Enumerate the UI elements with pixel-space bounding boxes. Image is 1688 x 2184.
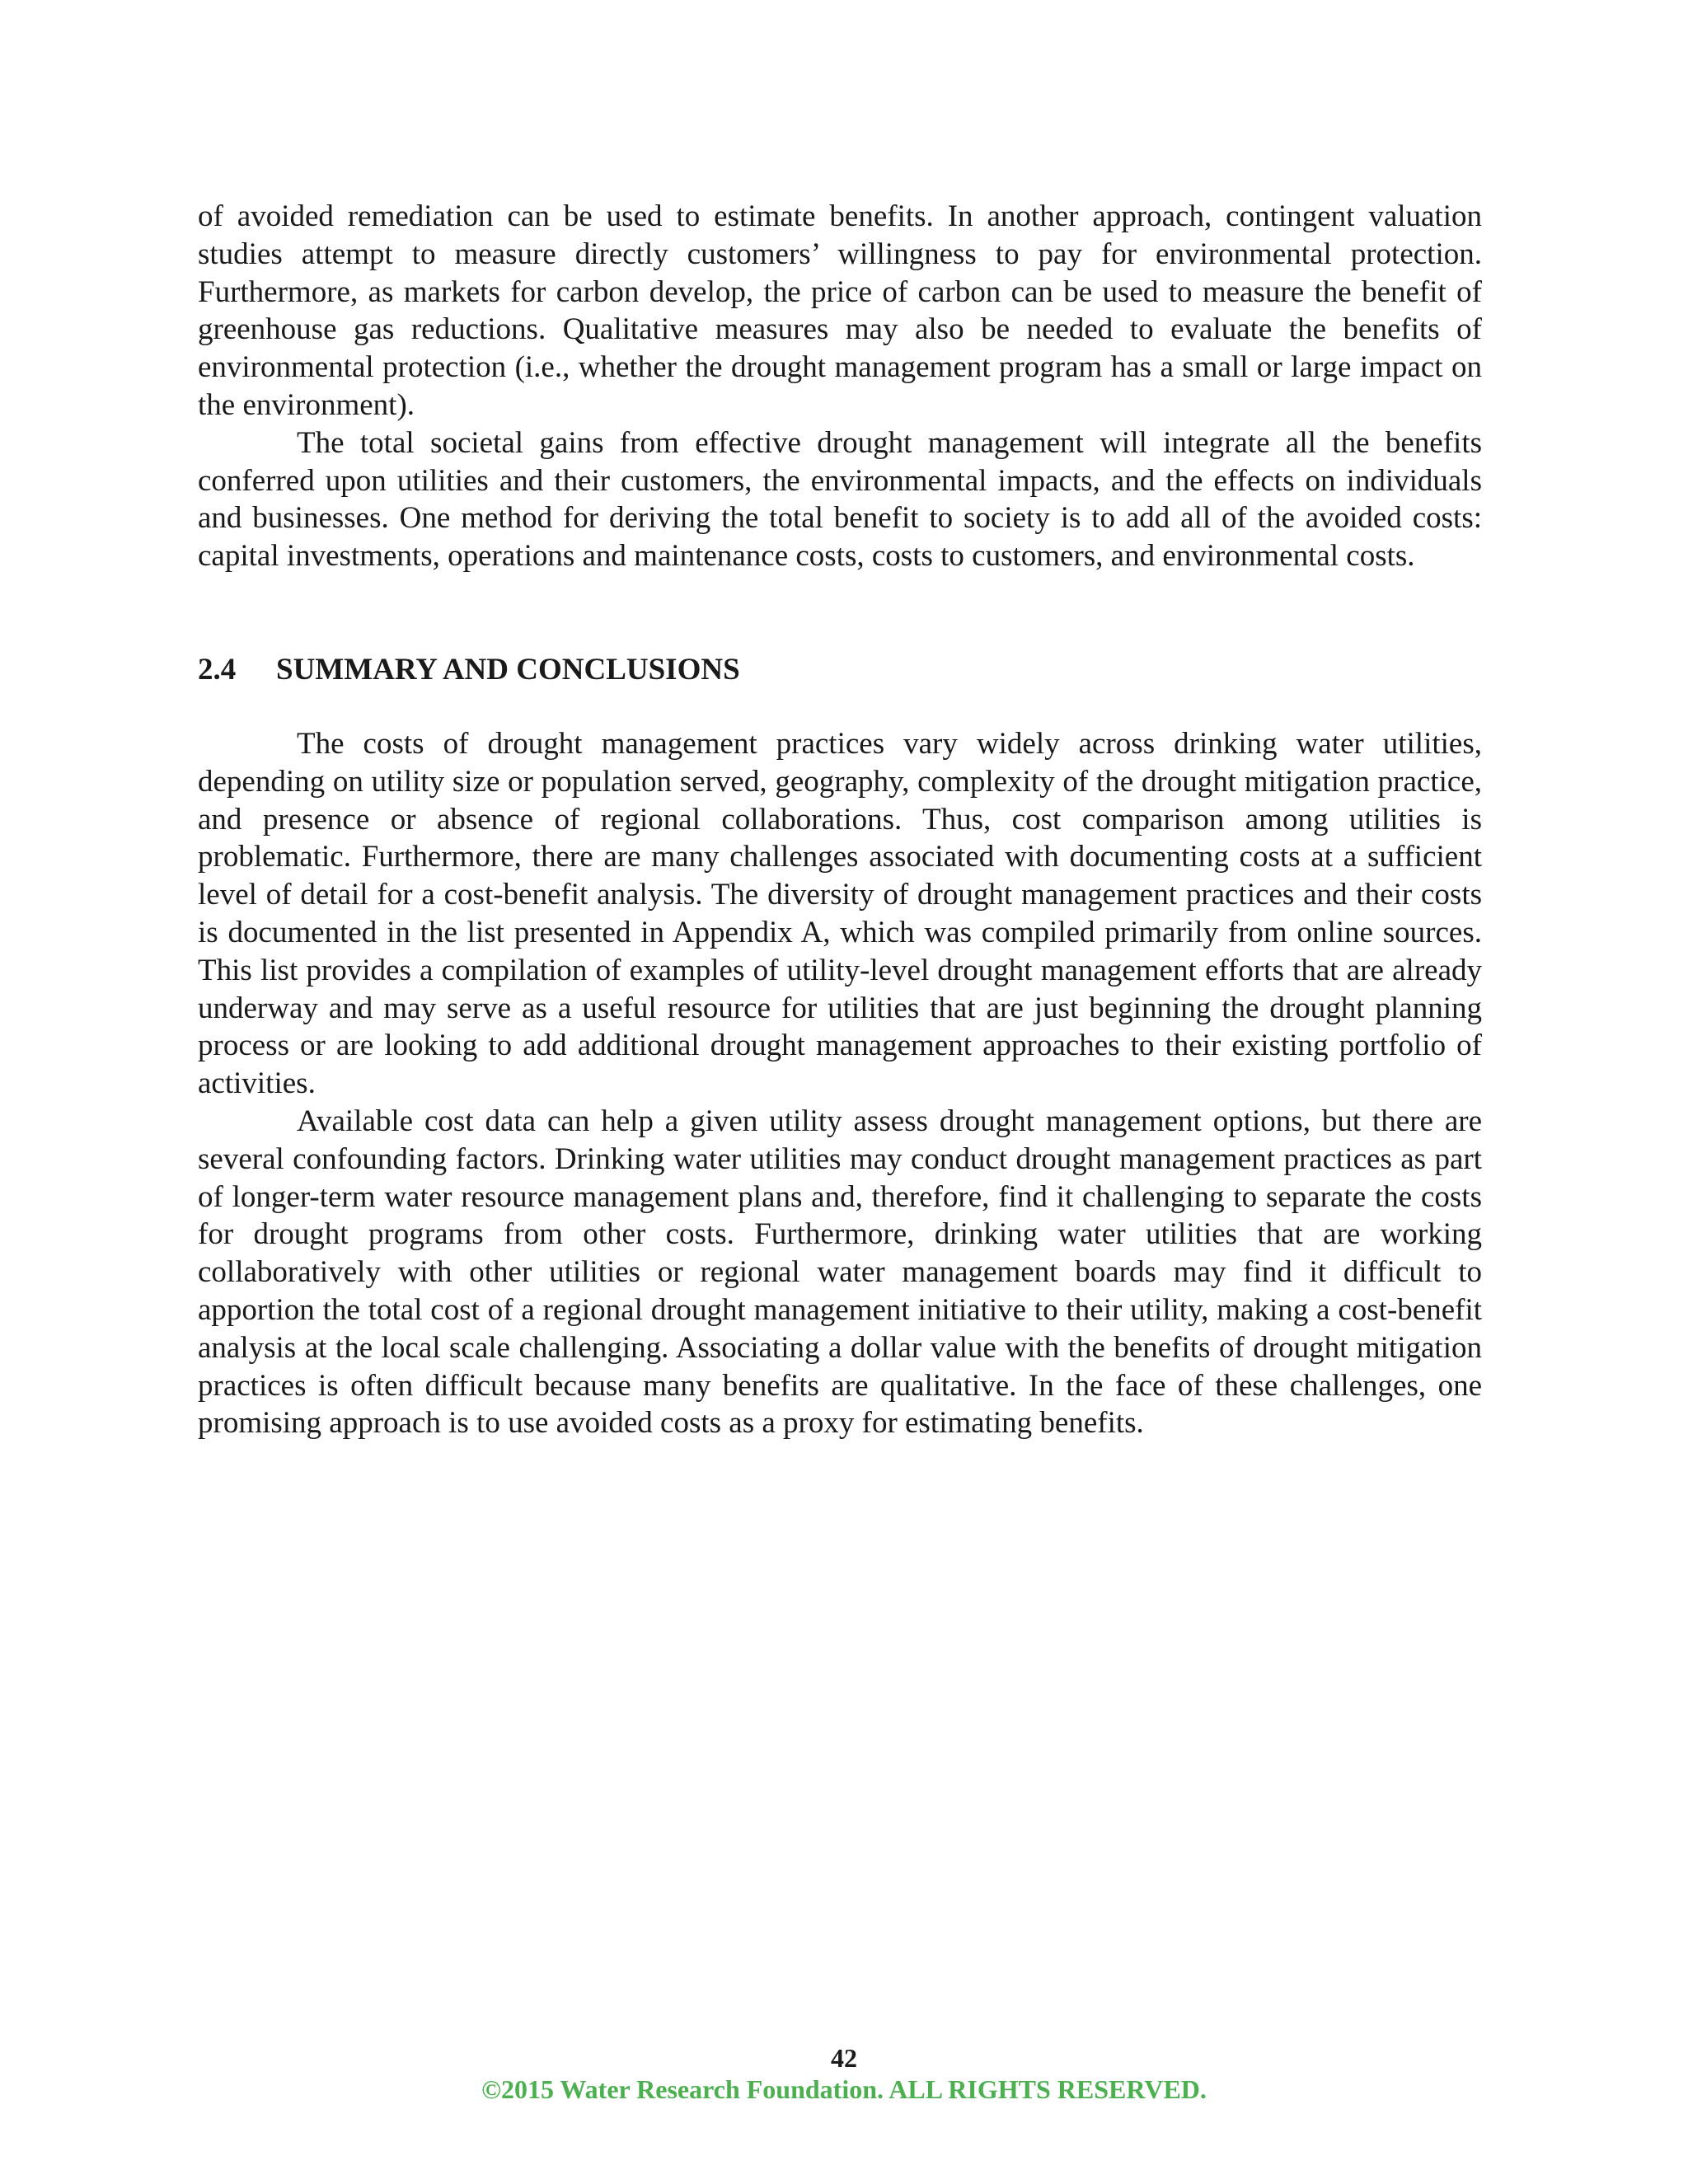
paragraph: Available cost data can help a given utility assess drought management options, but there are several confounding factors. Drinking water utilities may conduct drought management practices as part of longer-term water resource management plans and, therefore, find it challenging to separate the costs for drought programs from other costs. Furthermore, drinking water utilities that are working collaboratively with other utilities or regional water management boards may find it difficult to apportion the total cost of a regional drought management initiative to their utility, making a cost-benefit analysis at the local scale challenging. Associating a dollar value with the benefits of drought mitigation practices is often difficult because many benefits are qualitative. In the face of these challenges, one promising approach is to use avoided costs as a proxy for estimating benefits. xyxy=(198,1104,1482,1441)
page-number: 42 xyxy=(831,2043,857,2073)
section-title: SUMMARY AND CONCLUSIONS xyxy=(276,653,740,687)
body-text-block xyxy=(198,725,1482,1442)
body-text-block xyxy=(198,198,1482,575)
paragraph: The costs of drought management practices vary widely across drinking water utilities, depending on utility size or population served, geography, complexity of the drought mitigation practice, and presence or absence of regional collaborations. Thus, cost comparison among utilities is problematic. Furthermore, there are many challenges associated with documenting costs at a sufficient level of detail for a cost-benefit analysis. The diversity of drought management practices and their costs is documented in the list presented in Appendix A, which was compiled primarily from online sources. This list provides a compilation of examples of utility-level drought management efforts that are already underway and may serve as a useful resource for utilities that are just beginning the drought planning process or are looking to add additional drought management approaches to their existing portfolio of activities. xyxy=(198,727,1482,1101)
paragraph-continuation: of avoided remediation can be used to estimate benefits. In another approach, contingent valuation studies attempt to measure directly customers’ willingness to pay for environmental protection. Furthermore, as markets for carbon develop, the price of carbon can be used to measure the benefit of greenhouse gas reductions. Qualitative measures may also be needed to evaluate the benefits of environmental protection (i.e., whether the drought management program has a small or large impact on the environment). xyxy=(198,199,1482,422)
paragraph: The total societal gains from effective drought management will integrate all the benefits conferred upon utilities and their customers, the environmental impacts, and the effects on individuals and businesses. One method for deriving the total benefit to society is to add all of the avoided costs: capital investments, operations and maintenance costs, costs to customers, and environmental costs. xyxy=(198,425,1482,574)
section-number: 2.4 xyxy=(198,653,237,687)
copyright-notice: ©2015 Water Research Foundation. ALL RIGHTS RESERVED. xyxy=(481,2074,1207,2104)
section-heading xyxy=(198,651,740,689)
